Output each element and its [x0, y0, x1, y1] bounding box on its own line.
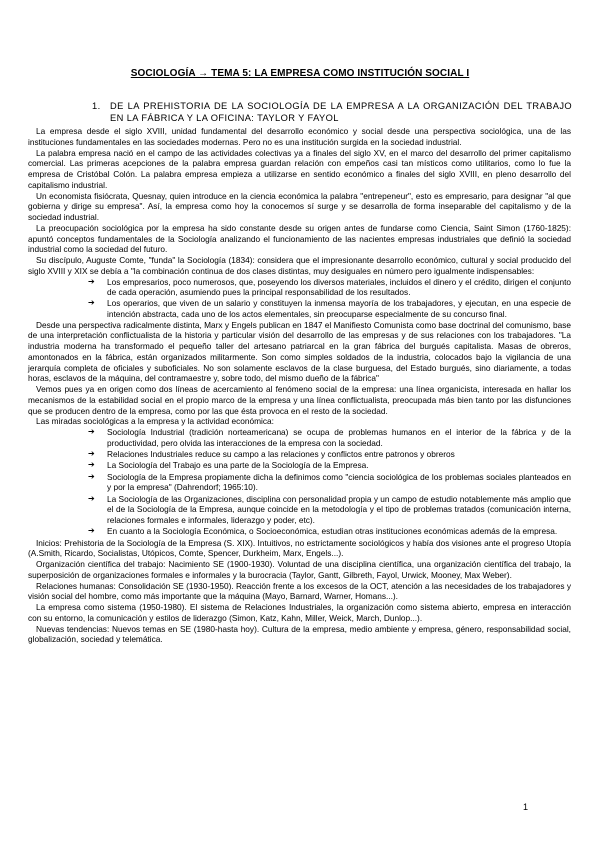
paragraph: Vemos pues ya en origen como dos líneas de acercamiento al fenómeno social de la empresa: una línea organicista, interesada en hallar los mecanismos de la estabilidad social en el propio marco de la empresa y una línea conflictualista, preocupada más bien tanto por las disfunciones que se producen dentro de la empresa, como por las que ésta provoca en el resto de la sociedad. [28, 384, 571, 416]
paragraph: Un economista fisiócrata, Quesnay, quien introduce en la ciencia económica la palabra "entrepeneur", esto es empresario, para designar "al que gobierna y dirige su empresa". Así, la empresa como hoy la conocemos sí surge y se desarrolla de forma inseparable del capitalismo y de la sociedad industrial. [28, 190, 571, 222]
list-item-text: Sociología Industrial (tradición norteamericana) se ocupa de problemas humanos en el interior de la fábrica y de la productividad, pero olvida las interacciones de la empresa con la sociedad. [107, 427, 571, 448]
arrow-icon: ➔ [88, 427, 95, 436]
document-title: SOCIOLOGÍA → TEMA 5: LA EMPRESA COMO INSTITUCIÓN SOCIAL I [130, 68, 470, 79]
list-item [88, 298, 571, 320]
period-paragraph: Nuevas tendencias: Nuevos temas en SE (1980-hasta hoy). Cultura de la empresa, medio ambiente y empresa, género, responsabilidad social, globalización, sociedad y telemática. [28, 623, 571, 645]
paragraph: Las miradas sociológicas a la empresa y la actividad económica: [36, 416, 274, 427]
arrow-icon: ➔ [88, 449, 95, 458]
comte-classes-list [28, 277, 571, 320]
list-item [88, 526, 571, 537]
document-body [28, 126, 571, 645]
period-paragraph: Relaciones humanas: Consolidación SE (1930-1950). Reacción frente a los excesos de la OCT, atención a las necesidades de los trabajadores y visión social del hombre, como más importante que la máquina (Mayo, Barnard, Warner, Homans...). [28, 580, 571, 602]
list-item [88, 494, 571, 526]
arrow-icon: ➔ [88, 493, 95, 503]
arrow-icon: ➔ [88, 526, 95, 536]
paragraph: Desde una perspectiva radicalmente distinta, Marx y Engels publican en 1847 el Manifiesto Comunista como base doctrinal del comunismo, base de una interpretación conflictualista de la historia y particular visión del desarrollo de las empresas y de sus relaciones con los trabajadores. "La industria moderna ha transformado el pequeño taller del artesano patriarcal en la gran fábrica del burgués capitalista. Masas de obreros, amontonados en la fábrica, están organizados militarmente. Son como simples soldados de la industria, colocados bajo la vigilancia de una jerarquía completa de oficiales y suboficiales. No son solamente esclavos de la clase burguesa, del Estado burgués, sino diariamente, a todas horas, esclavos de la máquina, del contramaestre y, sobre todo, del mismo dueño de la fábrica" [28, 319, 571, 384]
period-paragraph: Organización científica del trabajo: Nacimiento SE (1900-1930). Voluntad de una disciplina científica, una organización científica del trabajo, la superposición de organizaciones formales e informales y la burocracia (Taylor, Gantt, Gilbreth, Fayol, Urwick, Mooney, Max Weber). [28, 559, 571, 580]
section-number: 1. [92, 101, 101, 111]
list-item [88, 427, 571, 449]
arrow-icon: ➔ [88, 298, 95, 307]
arrow-icon: ➔ [88, 460, 95, 470]
list-item [88, 277, 571, 299]
list-item-text: Relaciones Industriales reduce su campo a las relaciones y conflictos entre patronos y obreros [107, 449, 455, 459]
list-item [88, 472, 571, 494]
list-item-text: La Sociología de las Organizaciones, disciplina con personalidad propia y un campo de estudio notablemente más amplio que el de la Sociología de la Empresa, aunque coincide en la metodología y el tipo de problemas tratados (comunicación interna, relaciones formales e informales, liderazgo y poder, etc). [107, 493, 571, 525]
paragraph: La palabra empresa nació en el campo de las actividades colectivas ya a finales del siglo XV, en el marco del desarrollo del primer capitalismo comercial. Las primeras acepciones de la palabra empresa guardan relación con empeños casi tan místicos como utilitarios, como lo fue la empresa de Cristóbal Colón. La palabra empresa empieza a utilizarse en sentido económico a finales del siglo XVIII, en pleno desarrollo del capitalismo industrial. [28, 147, 571, 190]
paragraph: Su discípulo, Auguste Comte, "funda" la Sociología (1834): considera que el impresionante desarrollo económico, cultural y social producido del siglo XVIII y XIX se debía a "la combinación continua de dos clases distintas, muy desiguales en número pero igualmente indispensables: [28, 255, 571, 276]
arrow-icon: ➔ [88, 471, 95, 481]
list-item-text: Los operarios, que viven de un salario y constituyen la inmensa mayoría de los trabajadores, y ejecutan, en una especie de intención abstracta, cada uno de los actos elementales, sin preocuparse especialmente de su concurso final. [107, 298, 571, 319]
sociological-views-list [28, 427, 571, 537]
list-item [88, 449, 571, 460]
list-item-text: En cuanto a la Sociología Económica, o Socioeconómica, estudian otras instituciones económicas además de la empresa. [107, 526, 558, 537]
paragraph: La empresa desde el siglo XVIII, unidad fundamental del desarrollo económico y social desde una perspectiva sociológica, una de las instituciones fundamentales en las sociedades modernas. Pero no es una institución surgida en la sociedad industrial. [28, 126, 571, 147]
period-paragraph: Inicios: Prehistoria de la Sociología de la Empresa (S. XIX). Intuitivos, no estrictamente sociológicos y había dos visiones ante el progreso Utopía (A.Smith, Ricardo, Socialistas, Utópicos, Comte, Spencer, Durkheim, Marx, Engels...). [28, 537, 571, 559]
section-heading [92, 100, 572, 124]
list-item-text: La Sociología del Trabajo es una parte de la Sociología de la Empresa. [107, 460, 369, 471]
list-item-text: Los empresarios, poco numerosos, que, poseyendo los diversos materiales, incluidos el dinero y el crédito, dirigen el conjunto de cada operación, asumiendo pues la principal responsabilidad de los resultados. [107, 276, 571, 298]
paragraph: La preocupación sociológica por la empresa ha sido constante desde su origen antes de fundarse como Ciencia, Saint Simon (1760-1825): apuntó conceptos fundamentales de la Sociología analizando el funcionamiento de las nacientes empresas industriales que definió la sociedad industrial como la sociedad del futuro. [28, 222, 571, 255]
section-heading-text: DE LA PREHISTORIA DE LA SOCIOLOGÍA DE LA EMPRESA A LA ORGANIZACIÓN DEL TRABAJO EN LA FÁBRICA Y LA OFICINA: TAYLOR Y FAYOL [110, 101, 572, 123]
page-number: 1 [522, 802, 528, 812]
arrow-icon: ➔ [88, 276, 95, 286]
period-paragraph: La empresa como sistema (1950-1980). El sistema de Relaciones Industriales, la organización como sistema abierto, empresa en interacción con su entorno, la comunicación y estilos de liderazgo (Simon, Katz, Kahn, Miller, Weick, March, Dunlop...). [28, 602, 571, 623]
list-item [88, 460, 571, 471]
list-item-text: Sociología de la Empresa propiamente dicha la definimos como "ciencia sociológica de los problemas sociales planteados en y por la empresa" (Dahrendorf; 1965:10). [107, 471, 571, 493]
